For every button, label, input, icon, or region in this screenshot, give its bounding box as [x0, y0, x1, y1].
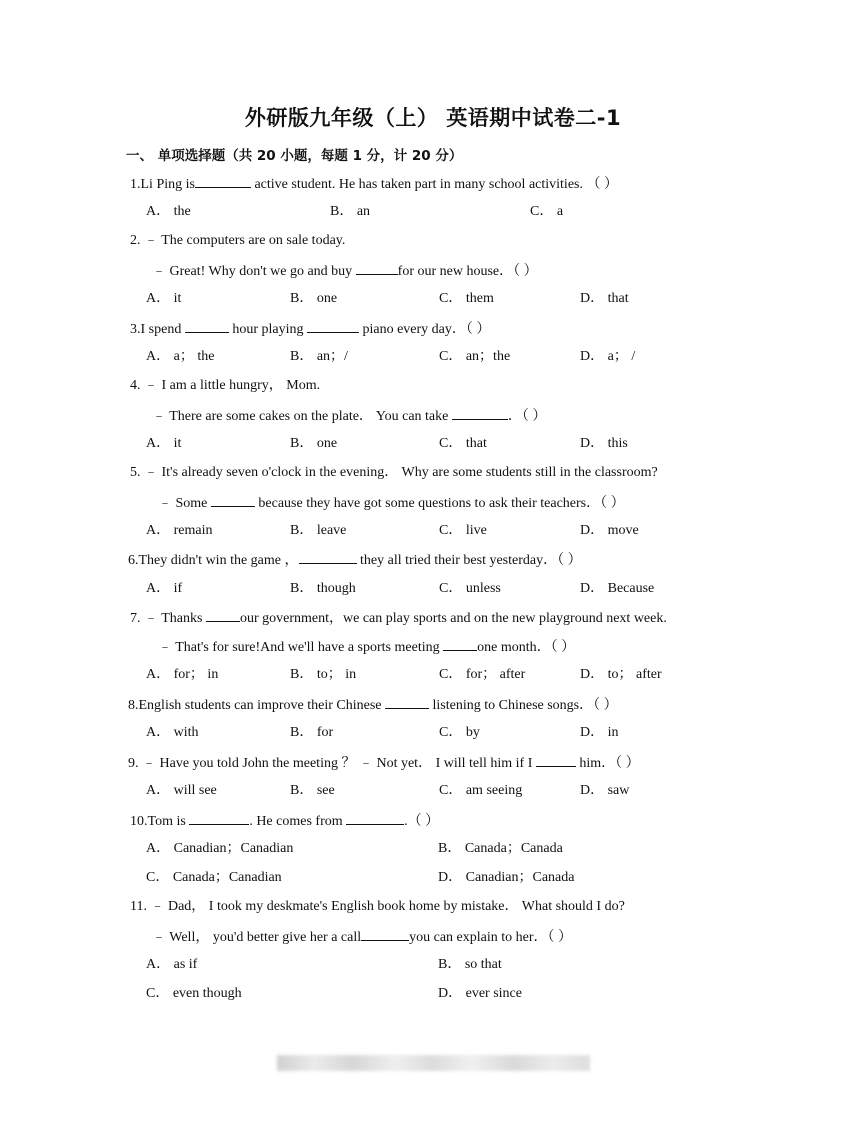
- option-d: D． that: [580, 291, 629, 306]
- option-c: C． that: [439, 436, 487, 451]
- answer-blank: [536, 753, 576, 767]
- option-a: A． for； in: [146, 667, 219, 682]
- question-text: one month．（ ）: [477, 640, 576, 655]
- question-2-line-2: [152, 261, 538, 281]
- answer-blank: [307, 319, 359, 333]
- option-c: C． by: [439, 725, 480, 740]
- answer-blank: [443, 637, 477, 651]
- question-text: ﹣ There are some cakes on the plate． You can take: [152, 409, 452, 424]
- blurred-footer-watermark: [277, 1055, 590, 1071]
- question-9: [128, 753, 640, 773]
- question-text: because they have got some questions to ask their teachers．（ ）: [254, 496, 625, 511]
- option-b: B． to； in: [290, 667, 357, 682]
- question-text: 7. ﹣ Thanks: [130, 611, 206, 626]
- question-text: 1.Li Ping is: [130, 177, 195, 192]
- option-b: B． see: [290, 783, 335, 798]
- question-text: 6.They didn't win the game ，: [128, 553, 299, 568]
- option-a: A． if: [146, 581, 183, 596]
- question-text: piano every day．（ ）: [358, 322, 491, 337]
- question-11-line-2: [152, 927, 572, 947]
- option-c: C． unless: [439, 581, 501, 596]
- question-1: [130, 174, 618, 194]
- option-d: D． move: [580, 523, 639, 538]
- option-a: A． the: [146, 204, 191, 219]
- option-b: B． though: [290, 581, 356, 596]
- option-a: A． it: [146, 436, 182, 451]
- question-text: our government，we can play sports and on the new playground next week.: [239, 611, 667, 626]
- option-d: D． ever since: [438, 986, 522, 1001]
- question-7-line-2: [158, 637, 575, 657]
- option-b: B． leave: [290, 523, 347, 538]
- option-c: C． Canada；Canadian: [146, 870, 282, 885]
- option-a: A． with: [146, 725, 199, 740]
- question-7: [130, 608, 667, 628]
- option-d: D． saw: [580, 783, 630, 798]
- option-d: D． a； /: [580, 349, 636, 364]
- option-d: D． this: [580, 436, 628, 451]
- answer-blank: [189, 811, 249, 825]
- option-b: B． one: [290, 291, 338, 306]
- question-text: hour playing: [228, 322, 307, 337]
- option-a: A． as if: [146, 957, 198, 972]
- answer-blank: [385, 695, 429, 709]
- question-text: they all tried their best yesterday．（ ）: [356, 553, 582, 568]
- option-a: A． remain: [146, 523, 213, 538]
- option-a: A． will see: [146, 783, 217, 798]
- answer-blank: [356, 261, 398, 275]
- answer-blank: [346, 811, 404, 825]
- question-text: 3.I spend: [130, 322, 185, 337]
- page-title: 外研版九年级（上） 英语期中试卷二-1: [244, 106, 622, 130]
- answer-blank: [211, 493, 255, 507]
- option-b: B． one: [290, 436, 338, 451]
- option-b: B． an；/: [290, 349, 348, 364]
- option-c: C． am seeing: [439, 783, 523, 798]
- question-5: 5. ﹣ It's already seven o'clock in the evening． Why are some students still in the classroom?: [130, 465, 658, 480]
- question-text: ﹣ Well， you'd better give her a call: [152, 930, 362, 945]
- question-text: . He comes from: [249, 814, 347, 829]
- option-d: D． Canadian；Canada: [438, 870, 575, 885]
- question-text: for our new house．（ ）: [397, 264, 538, 279]
- question-4-line-2: [152, 406, 546, 426]
- answer-blank: [206, 608, 240, 622]
- question-text: 10.Tom is: [130, 814, 190, 829]
- section-heading: 一、 单项选择题（共 20 小题，每题 1 分，计 20 分）: [126, 148, 463, 164]
- question-10: [130, 811, 439, 831]
- question-6: [128, 550, 582, 570]
- option-d: D． in: [580, 725, 619, 740]
- question-text: ﹣ Great! Why don't we go and buy: [152, 264, 356, 279]
- question-2: 2. ﹣ The computers are on sale today.: [130, 233, 346, 248]
- answer-blank: [195, 174, 251, 188]
- answer-blank: [299, 550, 357, 564]
- question-text: ﹣ Some: [158, 496, 211, 511]
- option-c: C． an；the: [439, 349, 511, 364]
- option-d: D． to； after: [580, 667, 662, 682]
- option-c: C． live: [439, 523, 487, 538]
- question-5-line-2: [158, 493, 625, 513]
- option-a: A． it: [146, 291, 182, 306]
- option-b: B． Canada；Canada: [438, 841, 563, 856]
- option-a: A． Canadian；Canadian: [146, 841, 294, 856]
- option-c: C． them: [439, 291, 494, 306]
- question-8: [128, 695, 618, 715]
- option-c: C． for； after: [439, 667, 526, 682]
- answer-blank: [361, 927, 409, 941]
- question-text: 9. ﹣ Have you told John the meeting ？ ﹣ Not yet． I will tell him if I: [128, 756, 536, 771]
- option-b: B． an: [330, 204, 371, 219]
- question-text: active student. He has taken part in many school activities. （ ）: [250, 177, 618, 192]
- question-text: 8.English students can improve their Chinese: [128, 698, 386, 713]
- question-text: him．（ ）: [575, 756, 640, 771]
- answer-blank: [452, 406, 508, 420]
- question-11: 11. ﹣ Dad， I took my deskmate's English book home by mistake． What should I do?: [130, 899, 625, 914]
- option-b: B． for: [290, 725, 334, 740]
- option-b: B． so that: [438, 957, 502, 972]
- option-c: C． a: [530, 204, 564, 219]
- question-text: ．（ ）: [507, 409, 547, 424]
- answer-blank: [185, 319, 229, 333]
- question-text: .（ ）: [404, 814, 440, 829]
- question-text: you can explain to her．（ ）: [409, 930, 573, 945]
- question-text: listening to Chinese songs．（ ）: [429, 698, 618, 713]
- option-d: D． Because: [580, 581, 655, 596]
- question-4: 4. ﹣ I am a little hungry， Mom.: [130, 378, 321, 393]
- question-text: ﹣ That's for sure!And we'll have a sports meeting: [158, 640, 444, 655]
- option-c: C． even though: [146, 986, 242, 1001]
- question-3: [130, 319, 490, 339]
- option-a: A． a； the: [146, 349, 215, 364]
